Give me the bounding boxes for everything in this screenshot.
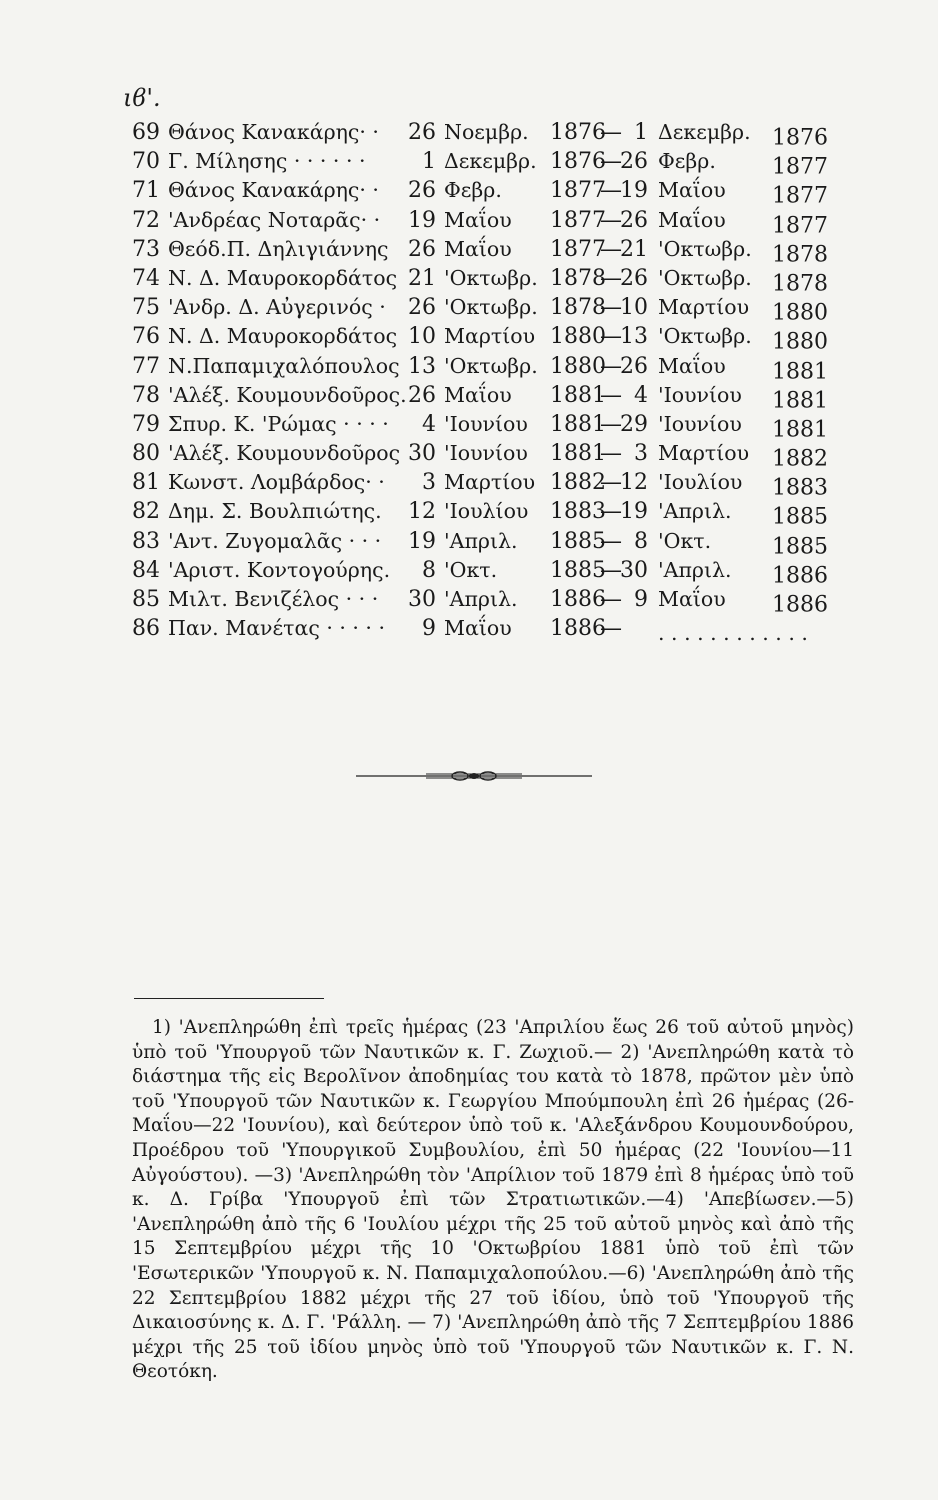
start-day: 10	[408, 324, 436, 350]
end-year: 1885	[772, 533, 828, 559]
start-month: Νοεμβρ.	[444, 120, 529, 144]
minister-name: Παν. Μανέτας · · · · ·	[168, 616, 385, 641]
end-year: 1876	[772, 125, 828, 151]
end-year: 1878	[772, 242, 828, 268]
entry-number: 79	[132, 411, 160, 437]
start-day: 26	[408, 178, 436, 204]
start-month: 'Ιουνίου	[444, 441, 528, 466]
end-month: 'Οκτωβρ.	[658, 236, 752, 261]
end-month: Φεβρ.	[658, 149, 716, 174]
minister-name: 'Αριστ. Κοντογούρης.	[168, 557, 391, 582]
minister-name: Μιλτ. Βενιζέλος · · ·	[168, 587, 379, 611]
start-month: Μαρτίου	[444, 324, 536, 349]
end-month: Μαΐου	[658, 207, 726, 232]
end-month: 'Οκτωβρ.	[658, 324, 752, 349]
end-year: 1877	[772, 183, 828, 209]
start-day: 26	[408, 120, 436, 145]
end-year: 1877	[772, 212, 828, 238]
end-day: 29	[620, 411, 648, 437]
entry-number: 82	[132, 499, 160, 525]
start-day: 21	[408, 265, 436, 291]
range-dash: —	[600, 499, 622, 525]
entry-number: 84	[132, 557, 160, 583]
entry-number: 86	[132, 616, 160, 642]
end-month: 'Ιουνίου	[658, 382, 742, 407]
minister-name: 'Ανδρ. Δ. Αὐγερινός ·	[168, 295, 386, 320]
table-row	[132, 322, 852, 355]
entry-number: 83	[132, 528, 160, 554]
start-month: Μαΐου	[444, 236, 512, 261]
start-day: 12	[408, 499, 436, 525]
start-day: 8	[422, 557, 436, 583]
start-year: 1878	[550, 295, 606, 321]
entry-number: 73	[132, 236, 160, 262]
start-day: 26	[408, 236, 436, 262]
table-row	[132, 235, 852, 268]
start-month: 'Οκτωβρ.	[444, 353, 538, 378]
range-dash: —	[600, 295, 622, 321]
start-year: 1877	[550, 207, 606, 233]
start-month: Μαΐου	[444, 616, 512, 641]
table-row	[132, 497, 852, 530]
end-year: 1881	[772, 358, 828, 384]
entry-number: 74	[132, 265, 160, 291]
start-day: 19	[408, 207, 436, 233]
start-year: 1876	[550, 120, 606, 145]
entry-number: 80	[132, 441, 160, 467]
end-day: 30	[620, 557, 648, 583]
range-dash: —	[600, 149, 622, 175]
start-year: 1885	[550, 557, 606, 583]
minister-name: 'Αλέξ. Κουμουνδοῦρος.	[168, 382, 407, 407]
end-day: 26	[620, 353, 648, 379]
footnote-rule	[134, 998, 324, 999]
end-month: 'Απριλ.	[658, 499, 732, 524]
table-row	[132, 614, 852, 646]
end-year: 1886	[772, 563, 828, 589]
table-row	[132, 176, 852, 209]
range-dash: —	[600, 324, 622, 350]
end-day: 26	[620, 149, 648, 175]
minister-name: 'Ανδρέας Νοταρᾶς· ·	[168, 207, 381, 232]
end-month: 'Οκτ.	[658, 528, 712, 553]
end-day: 9	[634, 587, 648, 612]
start-month: Μαΐου	[444, 382, 512, 407]
end-month: Μαρτίου	[658, 441, 750, 466]
start-day: 4	[422, 411, 436, 437]
start-month: 'Απριλ.	[444, 528, 518, 553]
end-year: 1883	[772, 475, 828, 501]
start-year: 1882	[550, 470, 606, 496]
range-dash: —	[600, 616, 622, 642]
start-day: 30	[408, 441, 436, 467]
range-dash: —	[600, 382, 622, 408]
end-day: 10	[620, 295, 648, 321]
end-month: 'Απριλ.	[658, 557, 732, 582]
start-year: 1886	[550, 587, 606, 612]
end-year: 1882	[772, 446, 828, 472]
start-day: 30	[408, 587, 436, 612]
start-year: 1880	[550, 324, 606, 350]
footnotes-text: 1) 'Ανεπληρώθη ἐπὶ τρεῖς ἡμέρας (23 'Απριλίου ἕως 26 τοῦ αὐτοῦ μηνὸς) ὑπὸ τοῦ 'Υπουργοῦ τῶν Ναυτικῶν κ. Γ. Ζωχιοῦ.— 2) 'Ανεπληρώθη κατὰ τὸ διάστημα τῆς εἰς Βερολῖνον ἀποδημίας του κατὰ τὸ 1878, πρῶτον μὲν ὑπὸ τοῦ 'Υπουργοῦ τῶν Ναυτικῶν κ. Γεωργίου Μπούμπουλη ἐπὶ 26 ἡμέρας (26-Μαΐου—22 'Ιουνίου), καὶ δεύτερον ὑπὸ τοῦ κ. 'Αλεξάνδρου Κουμουνδούρου, Προέδρου τοῦ 'Υπουργικοῦ Συμβουλίου, ἐπὶ 50 ἡμέρας (22 'Ιουνίου—11 Αὐγούστου). —3) 'Ανεπληρώθη τὸν 'Απρίλιον τοῦ 1879 ἐπὶ 8 ἡμέρας ὑπὸ τοῦ κ. Δ. Γρίβα 'Υπουργοῦ ἐπὶ τῶν Στρατιωτικῶν.—4) 'Απεβίωσεν.—5) 'Ανεπληρώθη ἀπὸ τῆς 6 'Ιουλίου μέχρι τῆς 25 τοῦ αὐτοῦ μηνὸς καὶ ἀπὸ τῆς 15 Σεπτεμβρίου μέχρι τῆς 10 'Οκτωβρίου 1881 ὑπὸ τοῦ ἐπὶ τῶν 'Εσωτερικῶν 'Υπουργοῦ κ. Ν. Παπαμιχαλοπούλου.—6) 'Ανεπληρώθη ἀπὸ τῆς 22 Σεπτεμβρίου 1882 μέχρι τῆς 27 τοῦ ἰδίου, ὑπὸ τοῦ 'Υπουργοῦ τῆς Δικαιοσύνης κ. Δ. Γ. 'Ράλλη. — 7) 'Ανεπληρώθη ἀπὸ τῆς 7 Σεπτεμβρίου 1886 μέχρι τῆς 25 τοῦ ἰδίου μηνὸς ὑπὸ τοῦ 'Υπουργοῦ τῶν Ναυτικῶν κ. Γ. Ν. Θεοτόκη.	[132, 1017, 854, 1383]
minister-name: 'Αντ. Ζυγομαλᾶς · · ·	[168, 528, 382, 553]
end-month: Δεκεμβρ.	[658, 120, 751, 144]
end-month: Μαΐου	[658, 178, 726, 203]
end-day: 4	[634, 382, 648, 408]
end-day: 21	[620, 236, 648, 262]
minister-name: Κωνστ. Λομβάρδος· ·	[168, 470, 385, 495]
entry-number: 70	[132, 149, 160, 175]
table-row	[132, 293, 852, 326]
end-month: 'Ιουλίου	[658, 470, 743, 495]
end-month: 'Ιουνίου	[658, 411, 742, 436]
minister-name: Ν. Δ. Μαυροκορδάτος	[168, 324, 398, 349]
end-month: 'Οκτωβρ.	[658, 265, 752, 290]
start-year: 1886	[550, 616, 606, 642]
table-row	[132, 147, 852, 180]
start-day: 3	[422, 470, 436, 496]
range-dash: —	[600, 120, 622, 145]
minister-name: Θεόδ.Π. Δηλιγιάννης	[168, 236, 389, 261]
range-dash: —	[600, 528, 622, 554]
start-day: 1	[422, 149, 436, 175]
table-row	[132, 585, 852, 618]
range-dash: —	[600, 557, 622, 583]
end-day: 19	[620, 178, 648, 204]
start-month: 'Ιουλίου	[444, 499, 529, 524]
page-number: ιϐ'.	[123, 84, 161, 112]
end-day: 3	[634, 441, 648, 467]
minister-name: Δημ. Σ. Βουλπιώτης.	[168, 499, 382, 524]
table-row	[132, 352, 852, 384]
end-month: Μαρτίου	[658, 295, 750, 320]
footnotes	[132, 1016, 854, 1385]
ornament-divider	[356, 766, 592, 786]
entry-number: 72	[132, 207, 160, 233]
ministers-list	[132, 118, 852, 646]
entry-number: 78	[132, 382, 160, 408]
start-year: 1880	[550, 353, 606, 379]
start-month: 'Ιουνίου	[444, 411, 528, 436]
start-year: 1876	[550, 149, 606, 175]
end-year: 1881	[772, 388, 828, 414]
start-month: 'Οκτωβρ.	[444, 265, 538, 290]
end-year: 1880	[772, 300, 828, 326]
end-year: 1881	[772, 417, 828, 443]
range-dash: —	[600, 178, 622, 204]
start-day: 9	[422, 616, 436, 642]
entry-number: 85	[132, 587, 160, 612]
start-day: 13	[408, 353, 436, 379]
minister-name: 'Αλέξ. Κουμουνδοῦρος	[168, 441, 401, 466]
table-row	[132, 410, 852, 443]
start-month: Δεκεμβρ.	[444, 149, 537, 174]
start-month: 'Απριλ.	[444, 587, 518, 611]
table-row	[132, 556, 852, 589]
minister-name: Σπυρ. Κ. 'Ρώμας · · · ·	[168, 411, 389, 436]
end-day: 8	[634, 528, 648, 554]
table-row	[132, 468, 852, 501]
range-dash: —	[600, 236, 622, 262]
entry-number: 71	[132, 178, 160, 204]
range-dash: —	[600, 207, 622, 233]
end-year: 1880	[772, 329, 828, 355]
table-row	[132, 381, 852, 414]
entry-number: 69	[132, 120, 160, 145]
range-dash: —	[600, 441, 622, 467]
minister-name: Γ. Μίλησης · · · · · ·	[168, 149, 366, 174]
end-day: 26	[620, 265, 648, 291]
entry-number: 81	[132, 470, 160, 496]
start-year: 1881	[550, 411, 606, 437]
table-row	[132, 527, 852, 559]
end-year: 1885	[772, 504, 828, 530]
start-year: 1881	[550, 441, 606, 467]
end-month: Μαΐου	[658, 353, 726, 378]
start-day: 26	[408, 382, 436, 408]
end-day: 26	[620, 207, 648, 233]
start-year: 1877	[550, 178, 606, 204]
end-month: Μαΐου	[658, 587, 726, 611]
entry-number: 77	[132, 353, 160, 379]
start-month: 'Οκτωβρ.	[444, 295, 538, 320]
end-year: 1877	[772, 154, 828, 180]
range-dash: —	[600, 411, 622, 437]
minister-name: Θάνος Κανακάρης· ·	[168, 120, 379, 144]
minister-name: Ν. Δ. Μαυροκορδάτος	[168, 265, 398, 290]
end-year: 1878	[772, 271, 828, 297]
start-year: 1878	[550, 265, 606, 291]
start-day: 19	[408, 528, 436, 554]
range-dash: —	[600, 470, 622, 496]
minister-name: Θάνος Κανακάρης· ·	[168, 178, 379, 203]
table-row	[132, 264, 852, 297]
start-day: 26	[408, 295, 436, 321]
start-month: Φεβρ.	[444, 178, 502, 203]
start-year: 1877	[550, 236, 606, 262]
end-day: 19	[620, 499, 648, 525]
range-dash: —	[600, 265, 622, 291]
start-month: 'Οκτ.	[444, 557, 498, 582]
table-row	[132, 439, 852, 472]
end-day: 1	[634, 120, 648, 145]
entry-number: 75	[132, 295, 160, 321]
start-year: 1885	[550, 528, 606, 554]
range-dash: —	[600, 587, 622, 612]
minister-name: Ν.Παπαμιχαλόπουλος	[168, 353, 400, 378]
end-year: 1886	[772, 592, 828, 618]
table-row	[132, 206, 852, 238]
start-year: 1881	[550, 382, 606, 408]
start-year: 1883	[550, 499, 606, 525]
entry-number: 76	[132, 324, 160, 350]
end-day: 13	[620, 324, 648, 350]
range-dash: —	[600, 353, 622, 379]
start-month: Μαΐου	[444, 207, 512, 232]
end-day: 12	[620, 470, 648, 496]
end-month: . . . . . . . . . . . .	[658, 621, 808, 646]
table-row	[132, 118, 852, 151]
start-month: Μαρτίου	[444, 470, 536, 495]
